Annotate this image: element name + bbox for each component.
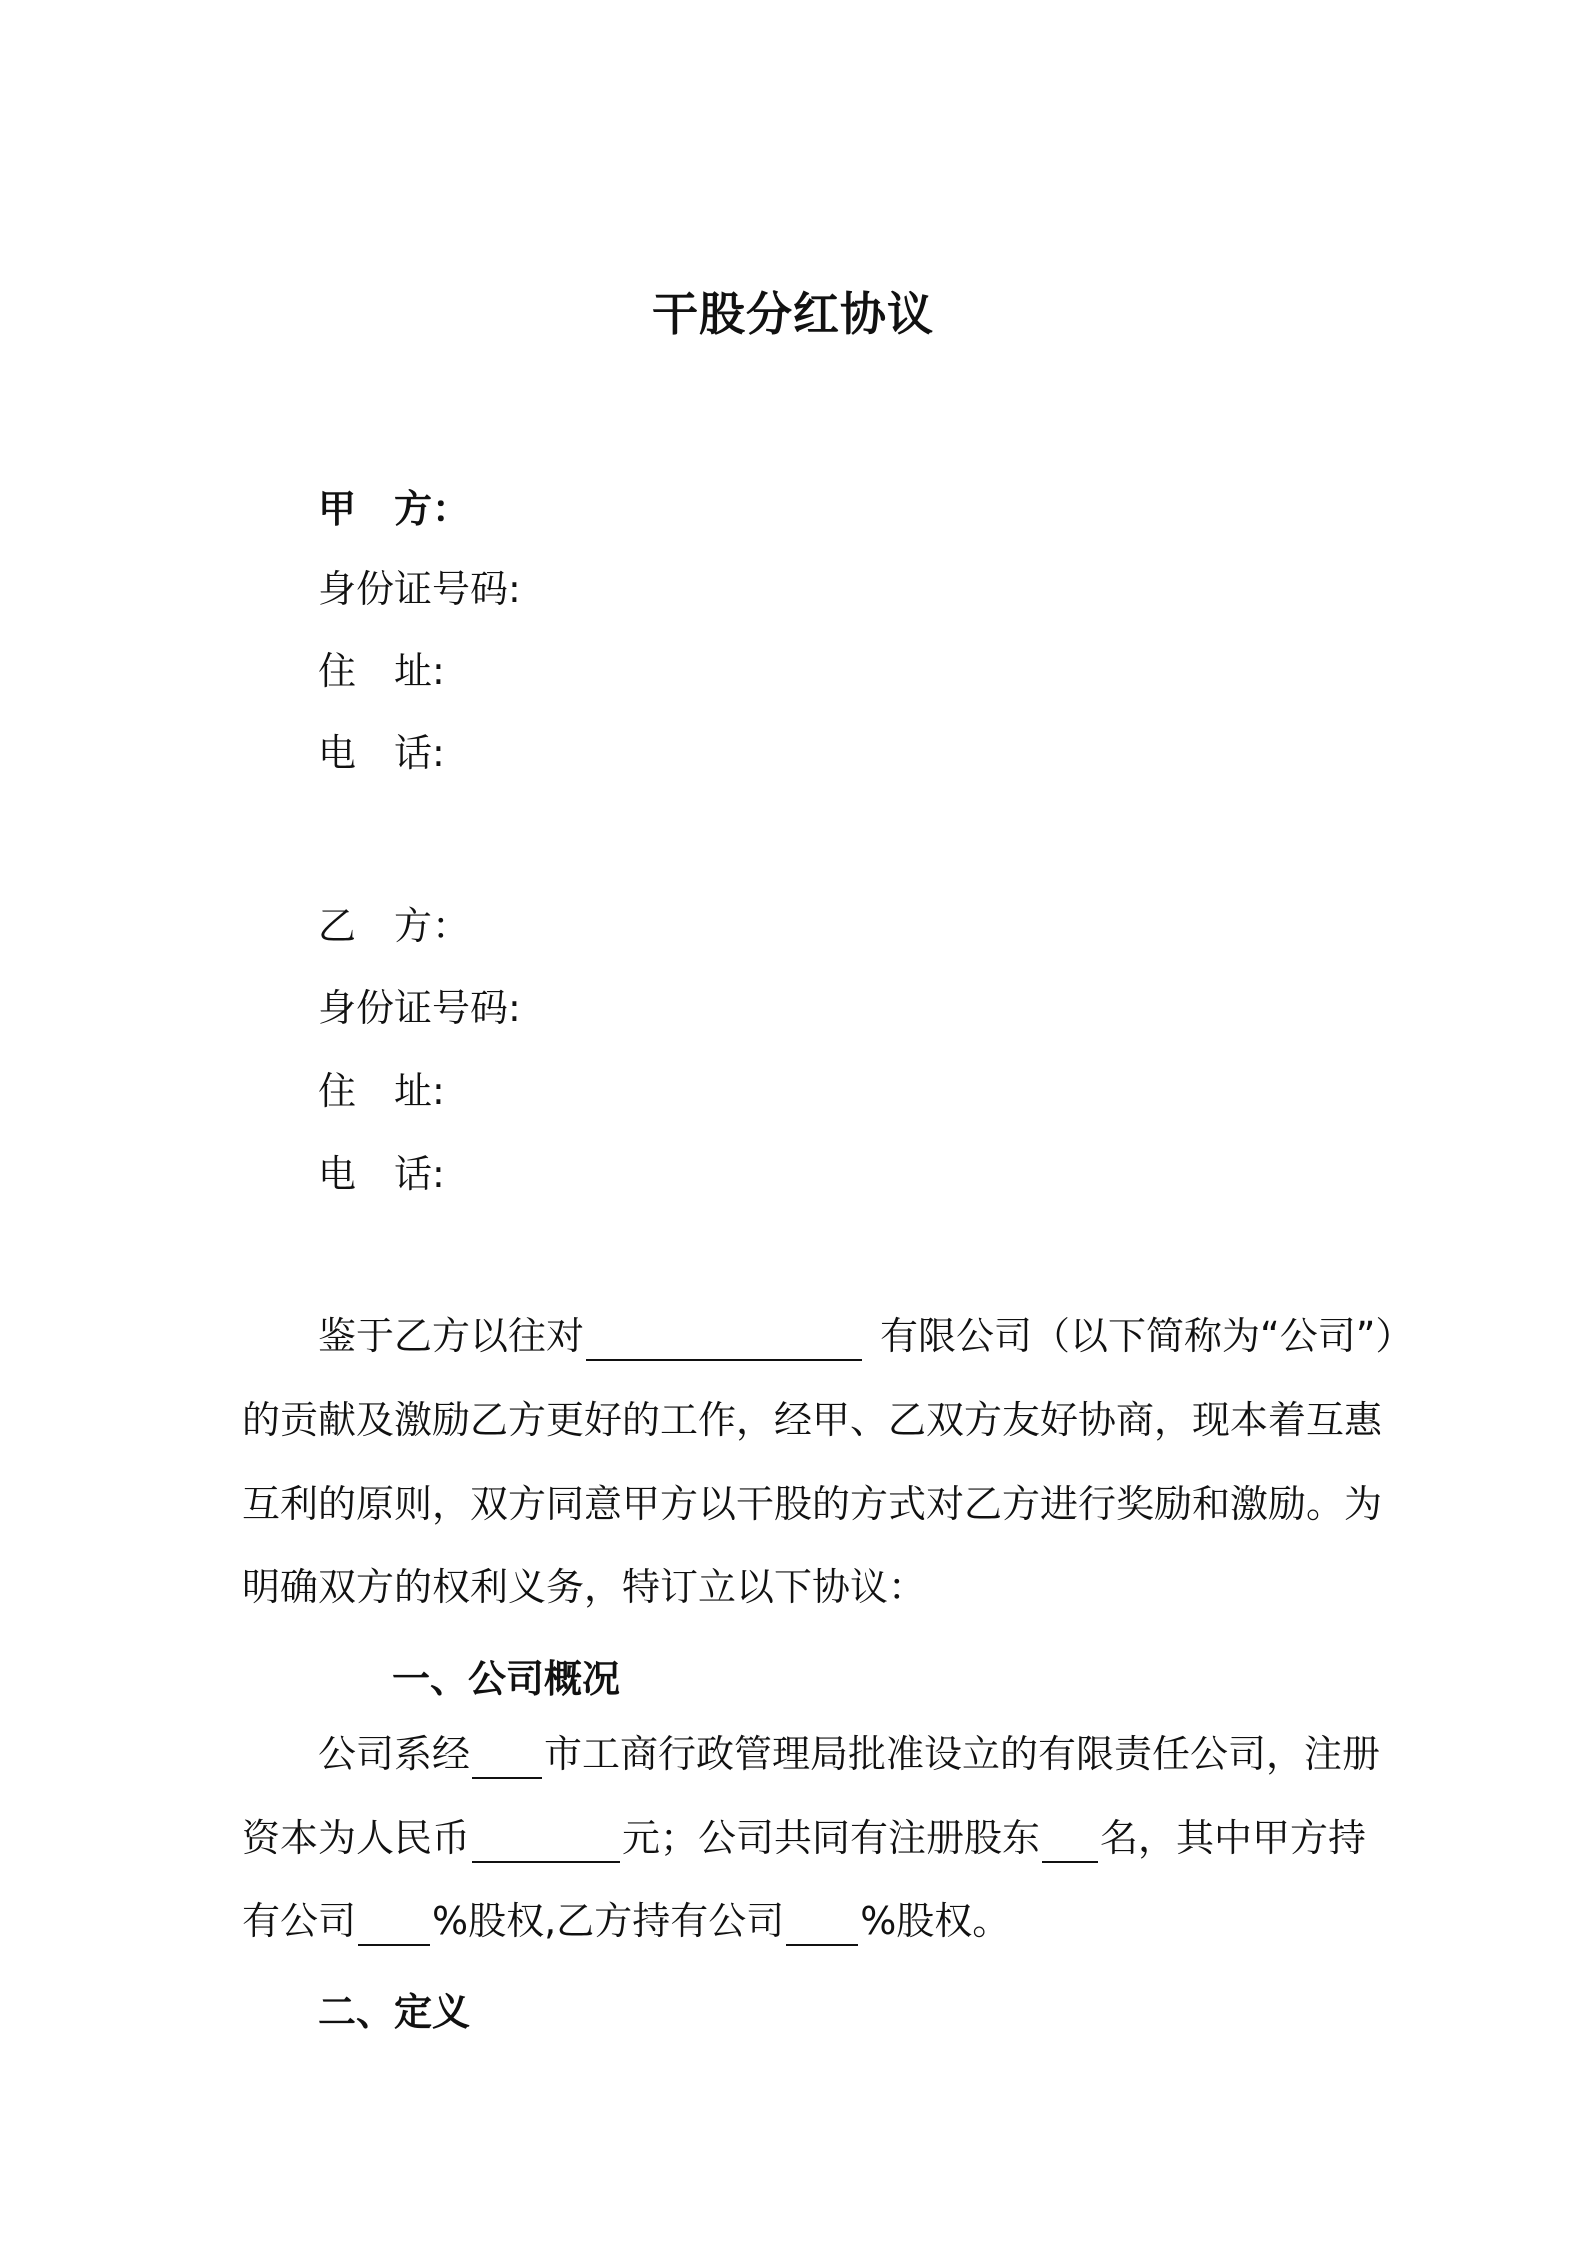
preamble-line-4: 明确双方的权利义务，特订立以下协议：	[242, 1565, 927, 1609]
party-b-name-label: 乙 方：	[318, 904, 471, 948]
party-a-address-label: 住 址:	[318, 649, 445, 693]
company-name-blank	[586, 1319, 862, 1361]
party-b-address-label: 住 址:	[318, 1069, 445, 1113]
party-a-id-label: 身份证号码:	[318, 567, 521, 611]
party-b-id-label: 身份证号码:	[318, 986, 521, 1030]
party-a-name-label: 甲 方：	[318, 487, 471, 531]
section-1-text: %股权,乙方持有公司	[432, 1899, 785, 1943]
section-1-line-2	[242, 1813, 1366, 1863]
party-b-phone-label: 电 话:	[318, 1152, 445, 1196]
section-1-text: 有公司	[242, 1899, 357, 1943]
party-a-phone-label: 电 话:	[318, 731, 445, 775]
section-1-text: %股权。	[860, 1899, 1011, 1943]
preamble-line-3: 互利的原则，双方同意甲方以干股的方式对乙方进行奖励和激励。为	[242, 1482, 1383, 1526]
city-blank	[472, 1737, 542, 1779]
section-1-text: 公司系经	[318, 1732, 471, 1776]
preamble-text: 鉴于乙方以往对	[318, 1314, 585, 1358]
party-a-percent-blank	[358, 1904, 430, 1946]
section-2-heading: 二、定义	[318, 1990, 471, 2034]
section-1-text: 市工商行政管理局批准设立的有限责任公司，注册	[544, 1732, 1381, 1776]
shareholder-count-blank	[1042, 1821, 1098, 1863]
preamble-line-2: 的贡献及激励乙方更好的工作，经甲、乙双方友好协商，现本着互惠	[242, 1398, 1383, 1442]
section-1-line-1	[318, 1729, 1380, 1779]
party-b-percent-blank	[786, 1904, 858, 1946]
section-1-text: 名，其中甲方持	[1100, 1816, 1367, 1860]
capital-blank	[472, 1821, 620, 1863]
section-1-text: 元；公司共同有注册股东	[622, 1816, 1041, 1860]
preamble-text: 有限公司（以下简称为“公司”）	[880, 1314, 1414, 1358]
document-title: 干股分红协议	[652, 287, 934, 341]
preamble-line-1	[318, 1311, 1413, 1361]
section-1-line-3	[242, 1896, 1010, 1946]
section-1-heading: 一、公司概况	[392, 1657, 621, 1701]
section-1-text: 资本为人民币	[242, 1816, 471, 1860]
